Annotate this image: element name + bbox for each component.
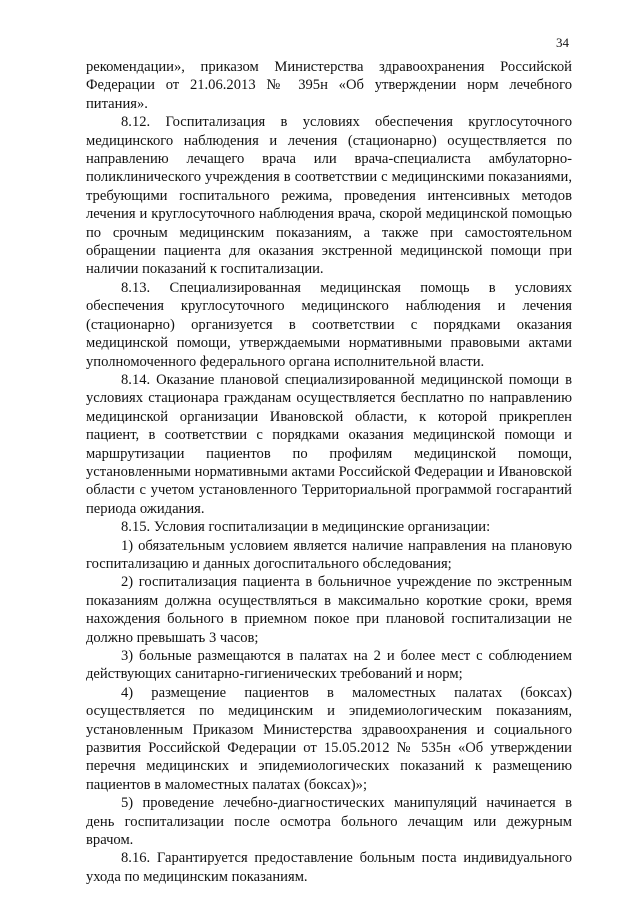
paragraph-8-14: 8.14. Оказание плановой специализированной медицинской помощи в условиях стационара гражданам осуществляется бесплатно по направлению медицинской организации Ивановской области, к которой прикреплен пациент, в соответствии с порядками оказания медицинской помощи и маршрутизации пациентов по профилям медицинской помощи, установленными нормативными актами Российской Федерации и Ивановской области с учетом установленного Территориальной программой госгарантий периода ожидания.	[86, 371, 572, 517]
list-item-2: 2) госпитализация пациента в больничное учреждение по экстренным показаниям должна осуществляться в максимально короткие сроки, время нахождения больного в приемном покое при плановой госпитализации не должно превышать 3 часов;	[86, 574, 572, 646]
list-item-4: 4) размещение пациентов в маломестных палатах (боксах) осуществляется по медицинским и эпидемиологическим показаниям, установленным Приказом Министерства здравоохранения и социального развития Российской Федерации от 15.05.2012 № 535н «Об утверждении перечня медицинских и эпидемиологических показаний к размещению пациентов в маломестных палатах (боксах)»;	[86, 684, 572, 793]
list-item-3: 3) больные размещаются в палатах на 2 и более мест с соблюдением действующих санитарно-гигиенических требований и норм;	[86, 648, 572, 683]
paragraph-8-16: 8.16. Гарантируется предоставление больным поста индивидуального ухода по медицинским показаниям.	[86, 850, 572, 885]
document-body	[86, 58, 572, 886]
page-number: 34	[556, 35, 569, 50]
paragraph-8-12: 8.12. Госпитализация в условиях обеспечения круглосуточного медицинского наблюдения и лечения (стационарно) осуществляется по направлению лечащего врача или врача-специалиста амбулаторно-поликлинического учреждения в соответствии с медицинскими показаниями, требующими госпитального режима, проведения интенсивных методов лечения и круглосуточного наблюдения врача, скорой медицинской помощью по срочным медицинским показаниям, а также при самостоятельном обращении пациента для оказания экстренной медицинской помощи при наличии показаний к госпитализации.	[86, 114, 572, 278]
list-item-1: 1) обязательным условием является наличие направления на плановую госпитализацию и данных догоспитального обследования;	[86, 537, 572, 572]
list-item-5: 5) проведение лечебно-диагностических манипуляций начинается в день госпитализации после осмотра больного лечащим или дежурным врачом.	[86, 795, 572, 849]
paragraph-8-15: 8.15. Условия госпитализации в медицинские организации:	[121, 519, 491, 536]
paragraph-8-13: 8.13. Специализированная медицинская помощь в условиях обеспечения круглосуточного медицинского наблюдения и лечения (стационарно) организуется в соответствии с порядками оказания медицинской помощи, утверждаемыми нормативными правовыми актами уполномоченного федерального органа исполнительной власти.	[86, 279, 572, 370]
paragraph-continuation: рекомендации», приказом Министерства здравоохранения Российской Федерации от 21.06.2013 № 395н «Об утверждении норм лечебного питания».	[86, 59, 572, 112]
